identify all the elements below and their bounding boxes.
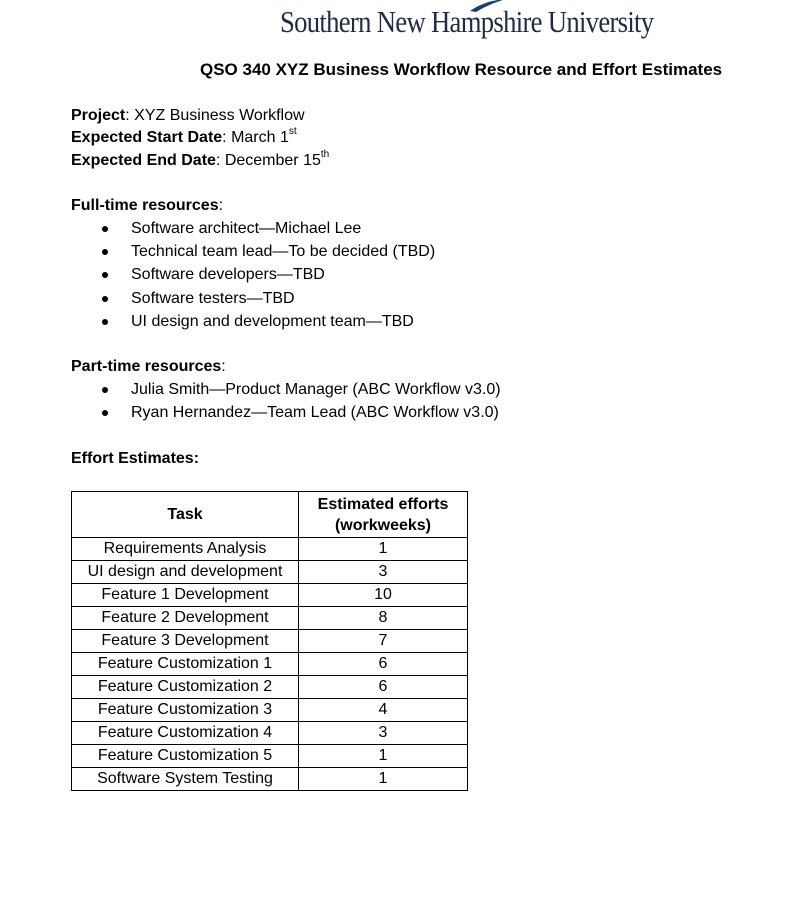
effort-table bbox=[71, 491, 468, 791]
task-cell: Feature Customization 2 bbox=[72, 676, 299, 699]
list-item-text: Technical team lead—To be decided (TBD) bbox=[131, 243, 436, 261]
task-cell: Feature 1 Development bbox=[72, 584, 299, 607]
effort-header-line1: Estimated efforts bbox=[317, 495, 449, 513]
table-row bbox=[72, 676, 468, 699]
task-cell: UI design and development bbox=[72, 561, 299, 584]
task-cell: Feature 2 Development bbox=[72, 607, 299, 630]
start-date-line bbox=[71, 125, 297, 148]
effort-cell: 3 bbox=[299, 561, 468, 584]
table-row bbox=[72, 538, 468, 561]
effort-cell: 6 bbox=[299, 653, 468, 676]
part-time-heading-text: Part-time resources bbox=[71, 358, 222, 375]
bullet-icon bbox=[102, 249, 108, 255]
list-item-text: Julia Smith—Product Manager (ABC Workflow v3.0) bbox=[131, 381, 501, 398]
bullet-icon bbox=[102, 226, 108, 232]
effort-heading: Effort Estimates: bbox=[71, 450, 200, 467]
table-row bbox=[72, 745, 468, 768]
effort-header-line2: (workweeks) bbox=[334, 516, 432, 534]
end-date-suffix: th bbox=[320, 148, 330, 160]
full-time-list bbox=[102, 217, 435, 333]
table-row bbox=[72, 722, 468, 745]
table-row bbox=[72, 584, 468, 607]
logo-text: Southern New Hampshire University bbox=[280, 4, 654, 39]
effort-cell: 10 bbox=[299, 584, 468, 607]
document-title: QSO 340 XYZ Business Workflow Resource and Effort Estimates bbox=[200, 60, 723, 79]
list-item bbox=[102, 287, 435, 310]
effort-cell: 1 bbox=[299, 538, 468, 561]
task-cell: Software System Testing bbox=[72, 768, 299, 791]
effort-cell: 1 bbox=[299, 768, 468, 791]
full-time-heading bbox=[71, 197, 223, 215]
table-row bbox=[72, 630, 468, 653]
effort-cell: 6 bbox=[299, 676, 468, 699]
list-item bbox=[102, 217, 435, 240]
full-time-heading-text: Full-time resources bbox=[71, 197, 219, 214]
effort-column-header bbox=[299, 492, 468, 538]
task-column-header: Task bbox=[72, 492, 299, 538]
table-row bbox=[72, 607, 468, 630]
start-date-label: Expected Start Date bbox=[71, 129, 223, 146]
bullet-icon bbox=[102, 272, 108, 278]
part-time-heading-colon: : bbox=[221, 358, 226, 375]
effort-cell: 8 bbox=[299, 607, 468, 630]
list-item-text: Software architect—Michael Lee bbox=[131, 220, 362, 237]
project-label: Project bbox=[71, 107, 126, 124]
effort-table-body bbox=[72, 538, 468, 791]
bullet-icon bbox=[102, 296, 108, 302]
task-cell: Feature 3 Development bbox=[72, 630, 299, 653]
part-time-list bbox=[102, 378, 501, 424]
part-time-heading bbox=[71, 358, 226, 376]
task-cell: Feature Customization 4 bbox=[72, 722, 299, 745]
bullet-icon bbox=[102, 410, 108, 416]
list-item bbox=[102, 263, 435, 286]
project-line bbox=[71, 106, 305, 126]
effort-cell: 4 bbox=[299, 699, 468, 722]
start-date-suffix: st bbox=[288, 125, 297, 137]
list-item bbox=[102, 240, 435, 263]
table-header-row bbox=[72, 492, 468, 538]
task-cell: Feature Customization 1 bbox=[72, 653, 299, 676]
task-cell: Feature Customization 3 bbox=[72, 699, 299, 722]
task-cell: Feature Customization 5 bbox=[72, 745, 299, 768]
list-item bbox=[102, 310, 435, 333]
list-item-text: Ryan Hernandez—Team Lead (ABC Workflow v3.0) bbox=[131, 404, 499, 422]
table-row bbox=[72, 653, 468, 676]
end-date-line bbox=[71, 148, 330, 171]
start-date-value: : March 1 bbox=[222, 129, 289, 146]
list-item-text: Software developers—TBD bbox=[131, 266, 325, 284]
snhu-logo bbox=[280, 2, 654, 42]
effort-cell: 1 bbox=[299, 745, 468, 768]
list-item bbox=[102, 401, 501, 424]
effort-cell: 3 bbox=[299, 722, 468, 745]
effort-cell: 7 bbox=[299, 630, 468, 653]
table-row bbox=[72, 561, 468, 584]
task-cell: Requirements Analysis bbox=[72, 538, 299, 561]
end-date-value: : December 15 bbox=[215, 152, 321, 169]
bullet-icon bbox=[102, 387, 108, 393]
project-value: : XYZ Business Workflow bbox=[125, 107, 305, 124]
full-time-heading-colon: : bbox=[218, 197, 224, 214]
table-row bbox=[72, 699, 468, 722]
bullet-icon bbox=[102, 319, 108, 325]
table-row bbox=[72, 768, 468, 791]
end-date-label: Expected End Date bbox=[71, 152, 216, 169]
list-item bbox=[102, 378, 501, 401]
list-item-text: Software testers—TBD bbox=[131, 289, 295, 307]
list-item-text: UI design and development team—TBD bbox=[131, 312, 414, 330]
